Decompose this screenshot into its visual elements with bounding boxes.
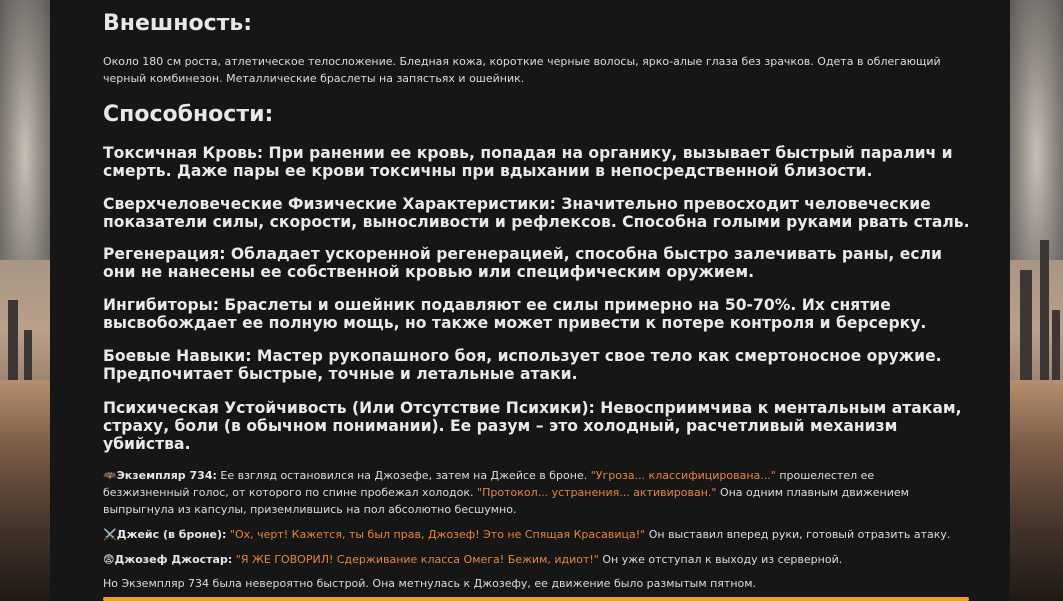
speaker-name: Экземпляр 734: — [116, 469, 217, 482]
narration-final: Но Экземпляр 734 была невероятно быстрой. Она метнулась к Джозефу, ее движение было размытым пятном. — [103, 577, 757, 590]
ability-combat-skills: Боевые Навыки: Мастер рукопашного боя, использует свое тело как смертоносное оружие. Предпочитает быстрые, точные и летальные атаки. — [103, 347, 942, 383]
background-left — [0, 0, 50, 601]
narration-text: Ее взгляд остановился на Джозефе, затем на Джейсе в броне. — [216, 469, 591, 482]
dialogue-jace — [103, 526, 963, 543]
quote-text: "Я ЖЕ ГОВОРИЛ! Сдерживание класса Омега! Бежим, идиот!" — [235, 553, 599, 566]
narration-text: Он уже отступал к выходу из серверной. — [598, 553, 843, 566]
bat-icon: 🦇 — [103, 469, 117, 482]
background-right — [1010, 0, 1063, 601]
appearance-heading: Внешность: — [103, 11, 253, 36]
dialogue-specimen-734 — [103, 467, 963, 518]
next-block-edge — [103, 597, 969, 601]
narration-text: Он выставил вперед руки, готовый отразить атаку. — [645, 528, 951, 541]
narration-text: прошелестел ее безжизненный голос, от которого по спине пробежал холодок. — [103, 469, 875, 499]
ability-psychic-resistance: Психическая Устойчивость (Или Отсутствие Психики): Невосприимчива к ментальным атакам, страху, боли (в обычном понимании). Ее разум – это холодный, расчетливый механизм убийства. — [103, 399, 962, 453]
ability-inhibitors: Ингибиторы: Браслеты и ошейник подавляют ее силы примерно на 50-70%. Их снятие высвобождает ее полную мощь, но также может привести к потере контроля и берсерку. — [103, 296, 927, 332]
ability-regeneration: Регенерация: Обладает ускоренной регенерацией, способна быстро залечивать раны, если они не нанесены ее собственной кровью или специфическим оружием. — [103, 245, 942, 281]
speaker-name: Джейс (в броне): — [116, 528, 227, 541]
fearful-face-icon: 😨 — [103, 553, 115, 566]
quote-text: "Ох, черт! Кажется, ты был прав, Джозеф! Это не Спящая Красавица!" — [229, 528, 646, 541]
dialogue-joseph — [103, 551, 963, 568]
character-panel — [50, 0, 1010, 601]
quote-text: "Протокол... устранения... активирован." — [477, 486, 717, 499]
quote-text: "Угроза... классифицирована..." — [590, 469, 776, 482]
ability-superhuman-physical: Сверхчеловеческие Физические Характеристики: Значительно превосходит человеческие показатели силы, скорости, выносливости и рефлексов. Способна голыми руками рвать сталь. — [103, 195, 970, 231]
speaker-name: Джозеф Джостар: — [114, 553, 233, 566]
appearance-text: Около 180 см роста, атлетическое телосложение. Бледная кожа, короткие черные волосы, ярко-алые глаза без зрачков. Одета в облегающий черный комбинезон. Металлические браслеты на запястьях и ошейник. — [103, 55, 941, 85]
ability-toxic-blood: Токсичная Кровь: При ранении ее кровь, попадая на органику, вызывает быстрый паралич и смерть. Даже пары ее крови токсичны при вдыхании в непосредственной близости. — [103, 144, 953, 180]
crossed-swords-icon: ⚔️ — [103, 528, 117, 541]
abilities-heading: Способности: — [103, 102, 274, 127]
narration-text: Она одним плавным движением выпрыгнула из капсулы, приземлившись на пол абсолютно бесшумно. — [103, 486, 909, 516]
